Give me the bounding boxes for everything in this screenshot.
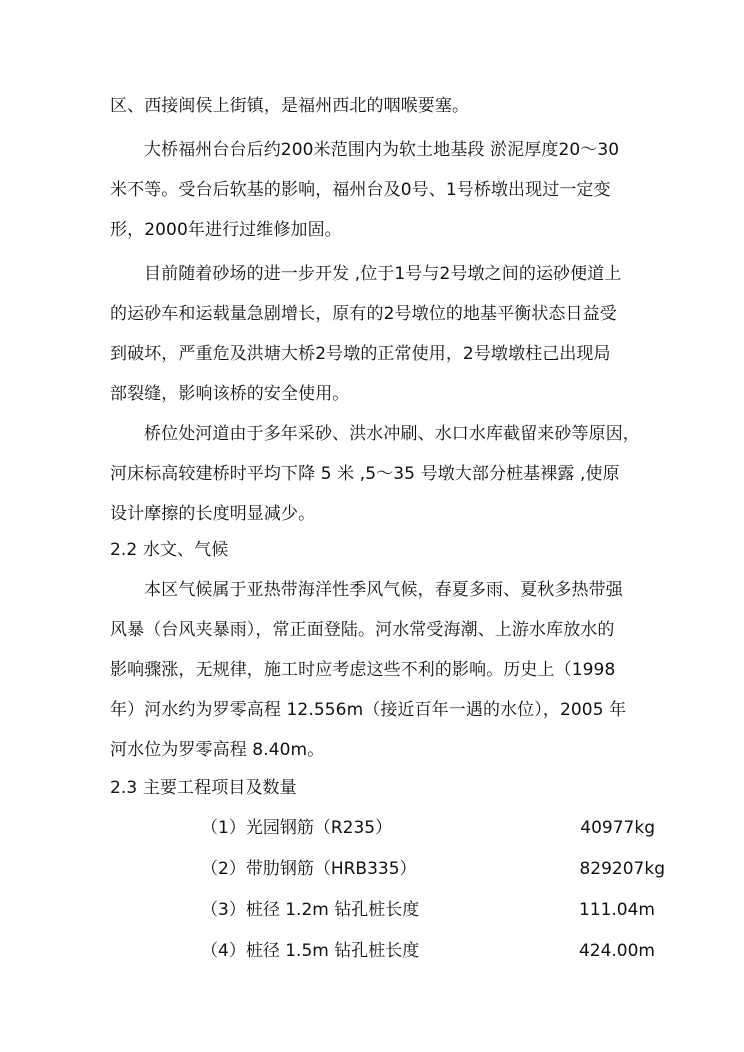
text-line: 本区气候属于亚热带海洋性季风气候，春夏多雨、夏秋多热带强 [144,580,623,600]
text-line: 区、西接闽侯上街镇，是福州西北的咽喉要塞。 [110,96,470,116]
quantity-row [0,859,744,881]
text-line: 影响骤涨，无规律，施工时应考虑这些不利的影响。历史上（1998 [110,660,616,680]
section-heading: 2.2 水文、气候 [110,540,229,560]
quantity-label: （1）光园钢筋（R235） [201,818,393,838]
text-line: 部裂缝，影响该桥的安全使用。 [110,384,350,404]
quantity-row [0,941,744,963]
text-line: 大桥福州台台后约200米范围内为软土地基段 淤泥厚度20～30 [144,140,620,160]
quantity-value: 40977kg [580,818,655,838]
quantity-row [0,900,744,922]
text-line: 到破坏，严重危及洪塘大桥2号墩的正常使用，2号墩墩柱己出现局 [110,344,611,364]
text-line: 河床标高较建桥时平均下降 5 米 ,5～35 号墩大部分桩基裸露 ,使原 [110,464,620,484]
text-line: 目前随着砂场的进一步开发 ,位于1号与2号墩之间的运砂便道上 [144,264,622,284]
text-line: 年）河水约为罗零高程 12.556m（接近百年一遇的水位），2005 年 [110,700,627,720]
text-line: 风暴（台风夹暴雨），常正面登陆。河水常受海潮、上游水库放水的 [110,620,615,640]
text-line: 米不等。受台后软基的影响，福州台及0号、1号桥墩出现过一定变 [110,180,611,200]
text-line: 形，2000年进行过维修加固。 [110,220,342,240]
quantity-label: （4）桩径 1.5m 钻孔桩长度 [201,941,420,961]
text-line: 设计摩擦的长度明显减少。 [110,504,316,524]
quantity-value: 111.04m [578,900,655,920]
text-line: 河水位为罗零高程 8.40m。 [110,740,325,760]
quantity-value: 829207kg [579,859,665,879]
text-line: 桥位处河道由于多年采砂、洪水冲刷、水口水库截留来砂等原因， [144,424,640,444]
quantity-row [0,818,744,840]
quantity-value: 424.00m [578,941,655,961]
section-heading: 2.3 主要工程项目及数量 [110,778,297,798]
quantity-label: （2）带肋钢筋（HRB335） [201,859,417,879]
quantity-label: （3）桩径 1.2m 钻孔桩长度 [201,900,420,920]
text-line: 的运砂车和运载量急剧增长，原有的2号墩位的地基平衡状态日益受 [110,304,617,324]
